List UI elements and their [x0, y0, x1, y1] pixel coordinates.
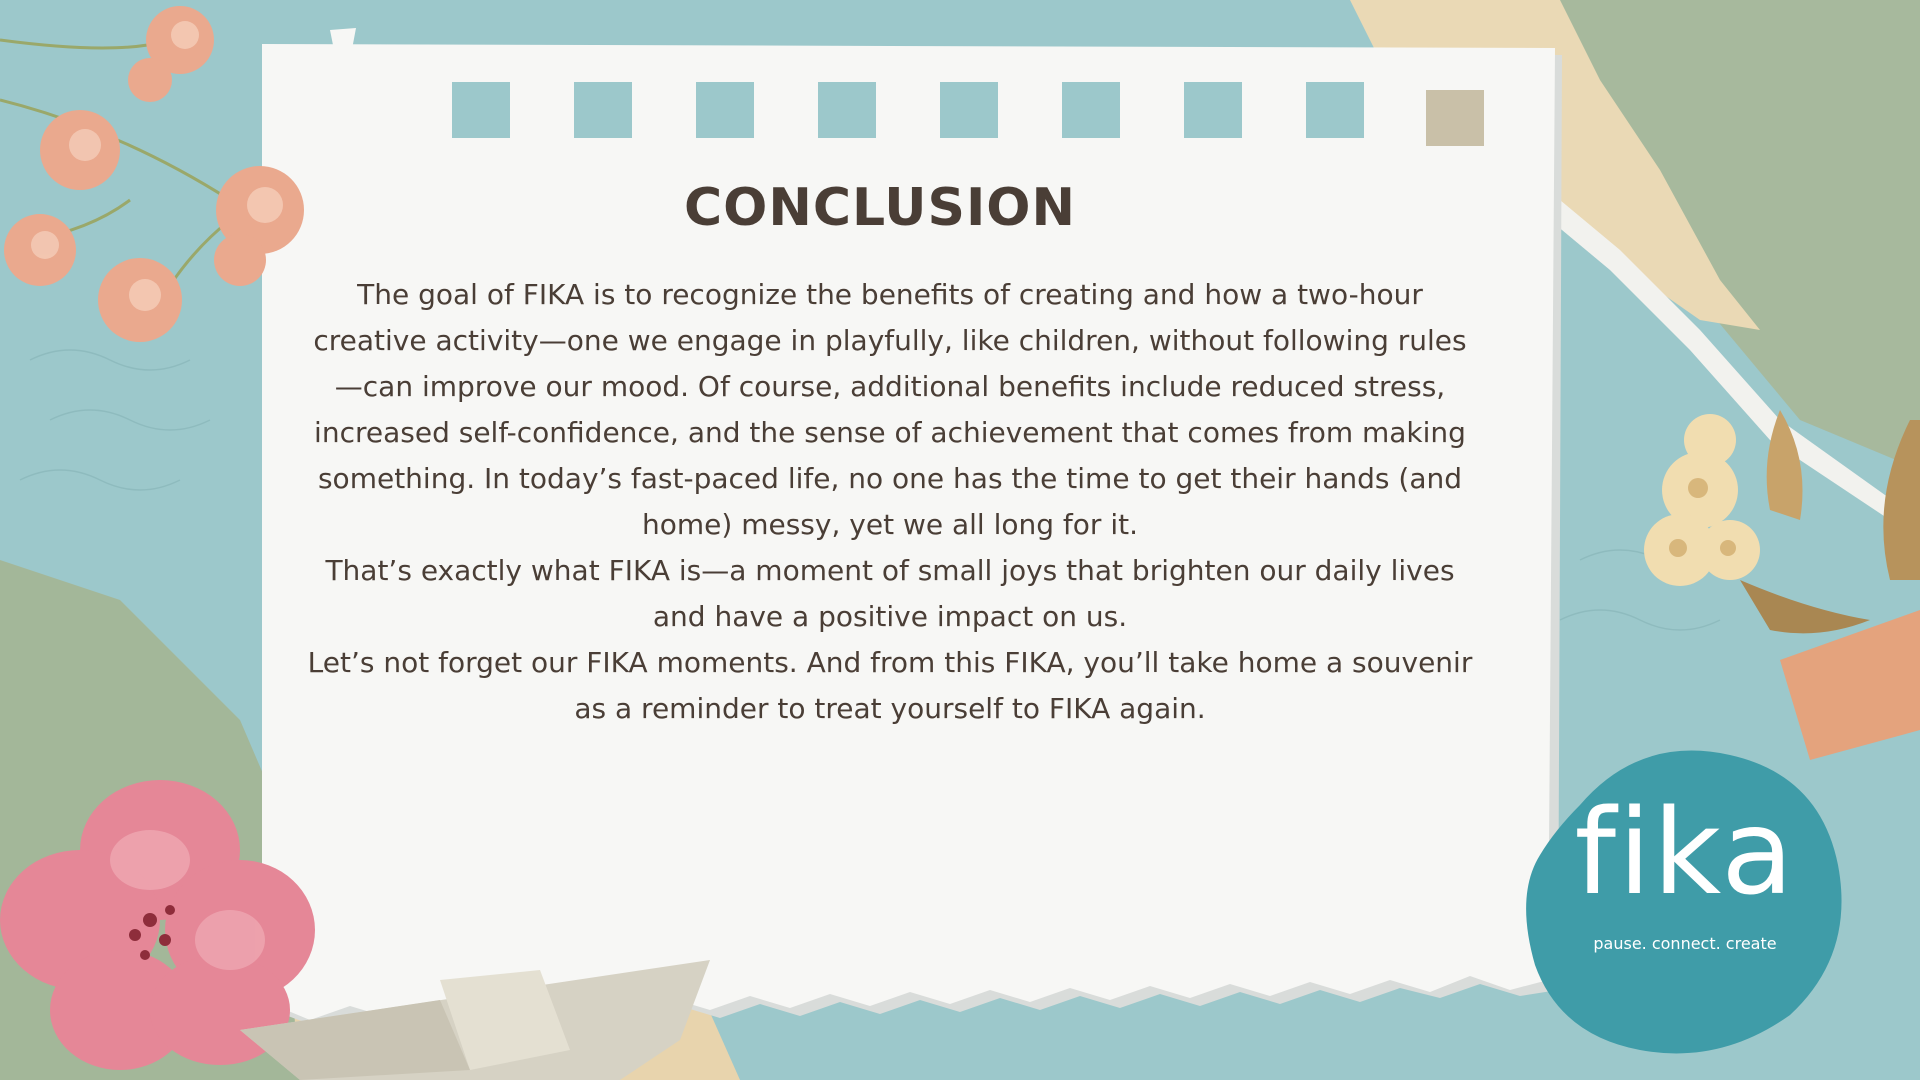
fika-logo — [1520, 735, 1880, 1065]
body-text — [300, 272, 1480, 732]
slide-title: CONCLUSION — [683, 178, 1077, 238]
dried-flowers-right — [1620, 380, 1920, 740]
body-paragraph-2: That’s exactly what FIKA is—a moment of small joys that brighten our daily lives and have a positive impact on us. — [325, 554, 1455, 633]
logo-wordmark: fika — [1574, 783, 1796, 921]
notebook-holes — [452, 82, 1484, 146]
body-paragraph-1: The goal of FIKA is to recognize the benefits of creating and how a two-hour creative activity—one we engage in playfully, like children, without following rules—can improve our mood. Of course, additional benefits include reduced stress, increased self-confidence, and the sense of achievement that comes from making something. In today’s fast-paced life, no one has the time to get their hands (and home) messy, yet we all long for it. — [313, 278, 1467, 541]
paper-boat — [240, 960, 720, 1080]
body-paragraph-3: Let’s not forget our FIKA moments. And from this FIKA, you’ll take home a souvenir as a reminder to treat yourself to FIKA again. — [307, 646, 1473, 725]
logo-tagline: pause. connect. create — [1593, 934, 1777, 953]
